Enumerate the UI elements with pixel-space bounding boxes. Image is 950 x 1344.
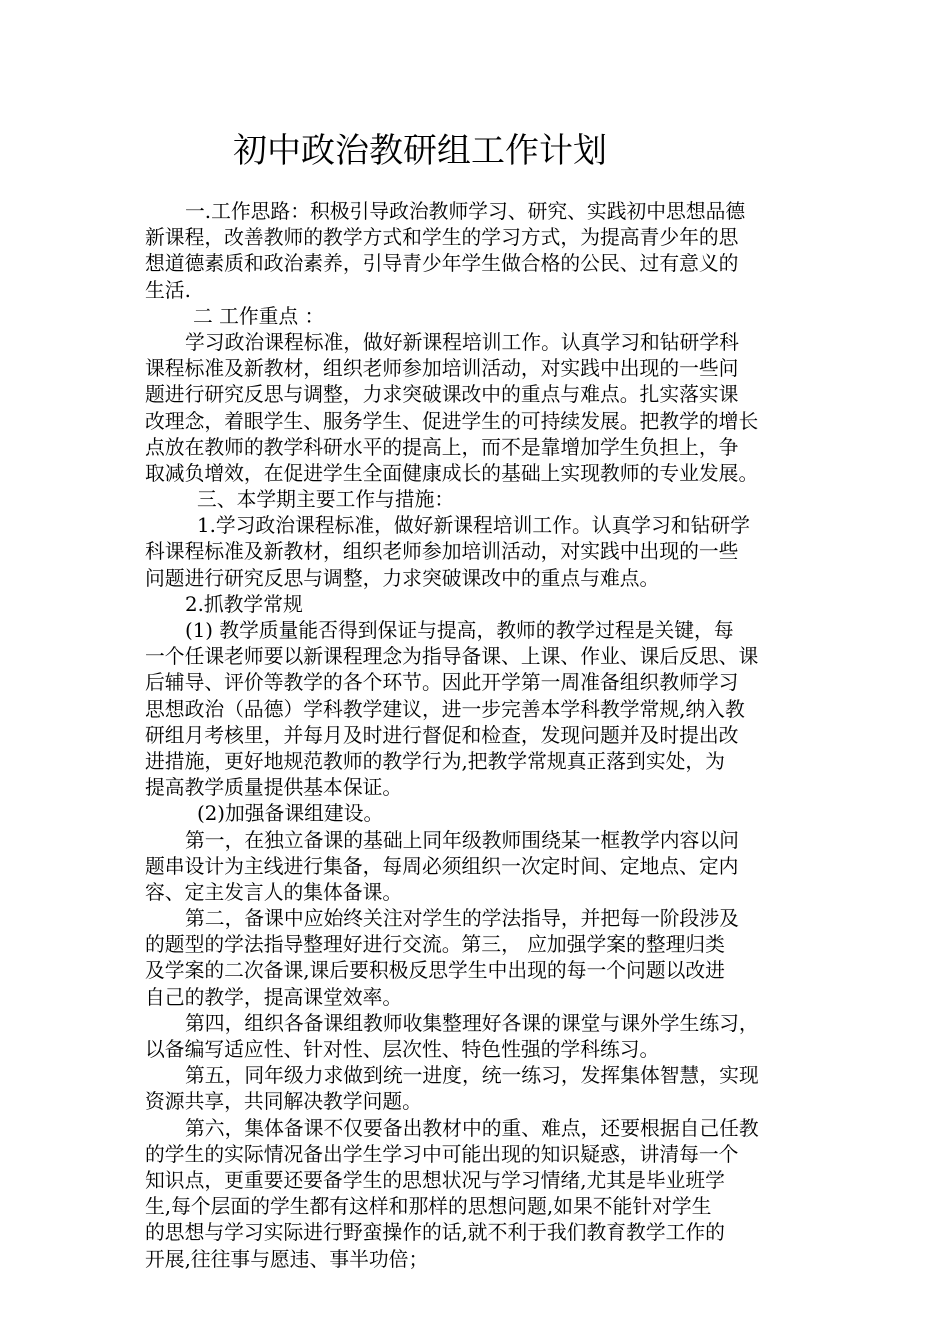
text-line: 及学案的二次备课,课后要积极反思学生中出现的每一个问题以改进	[145, 959, 725, 983]
text-line: 容、定主发言人的集体备课。	[145, 880, 403, 904]
text-line: 后辅导、评价等教学的各个环节。因此开学第一周准备组织教师学习	[145, 671, 739, 695]
text-line: 想道德素质和政治素养，引导青少年学生做合格的公民、过有意义的	[145, 252, 739, 276]
text-line: 问题进行研究反思与调整，力求突破课改中的重点与难点。	[145, 566, 660, 590]
text-line: 知识点，更重要还要备学生的思想状况与学习情绪,尤其是毕业班学	[145, 1168, 725, 1192]
text-line: 改理念，着眼学生、服务学生、促进学生的可持续发展。把教学的增长	[145, 409, 759, 433]
text-line: 题串设计为主线进行集备，每周必须组织一次定时间、定地点、定内	[145, 854, 739, 878]
text-line: 新课程，改善教师的教学方式和学生的学习方式，为提高青少年的思	[145, 226, 739, 250]
text-line: 第四，组织各备课组教师收集整理好各课的课堂与课外学生练习，	[185, 1011, 759, 1035]
text-line: 第一，在独立备课的基础上同年级教师围绕某一框教学内容以问	[185, 828, 739, 852]
document-body	[145, 199, 810, 1273]
section-two-heading: 二 工作重点 ：	[193, 304, 325, 328]
section-three-heading: 三、本学期主要工作与措施：	[197, 488, 455, 512]
text-line: 题进行研究反思与调整，力求突破课改中的重点与难点。扎实落实课	[145, 383, 739, 407]
text-line: 1.学习政治课程标准，做好新课程培训工作。认真学习和钻研学	[197, 514, 750, 538]
text-line: 取减负增效，在促进学生全面健康成长的基础上实现教师的专业发展。	[145, 461, 759, 485]
document-title: 初中政治教研组工作计划	[233, 131, 607, 171]
section-one-heading: 一.工作思路：积极引导政治教师学习、研究、实践初中思想品德	[185, 200, 746, 223]
subsection-heading: 2.抓教学常规	[185, 592, 303, 616]
text-line: 资源共享，共同解决教学问题。	[145, 1090, 422, 1114]
text-line: 生活.	[145, 278, 191, 302]
subsection-heading: (2)加强备课组建设。	[197, 802, 384, 826]
text-line: 的学生的实际情况备出学生学习中可能出现的知识疑惑，讲清每一个	[145, 1142, 739, 1166]
text-line: 的思想与学习实际进行野蛮操作的话,就不利于我们教育教学工作的	[145, 1221, 725, 1245]
text-line: 的题型的学法指导整理好进行交流。第三， 应加强学案的整理归类	[145, 933, 725, 957]
text-line: 点放在教师的教学科研水平的提高上，而不是靠增加学生负担上，争	[145, 435, 739, 459]
text-line: 第六，集体备课不仅要备出教材中的重、难点，还要根据自己任教	[185, 1116, 759, 1140]
text-line: 课程标准及新教材，组织老师参加培训活动，对实践中出现的一些问	[145, 357, 739, 381]
text-line: 以备编写适应性、针对性、层次性、特色性强的学科练习。	[145, 1038, 660, 1061]
text-line: 科课程标准及新教材，组织老师参加培训活动，对实践中出现的一些	[145, 540, 739, 564]
text-line: 生,每个层面的学生都有这样和那样的思想问题,如果不能针对学生	[145, 1195, 712, 1219]
text-line: 开展,往往事与愿违、事半功倍；	[145, 1247, 429, 1271]
text-line: 学习政治课程标准，做好新课程培训工作。认真学习和钻研学科	[185, 330, 739, 354]
text-line: 一个任课老师要以新课程理念为指导备课、上课、作业、课后反思、课	[145, 645, 759, 669]
text-line: 第二，备课中应始终关注对学生的学法指导，并把每一阶段涉及	[185, 907, 739, 931]
text-line: 第五，同年级力求做到统一进度，统一练习，发挥集体智慧，实现	[185, 1064, 759, 1088]
text-line: 提高教学质量提供基本保证。	[145, 776, 403, 800]
text-line: 研组月考核里，并每月及时进行督促和检查，发现问题并及时提出改	[145, 723, 739, 747]
text-line: (1) 教学质量能否得到保证与提高，教师的教学过程是关键，每	[185, 619, 734, 642]
text-line: 进措施，更好地规范教师的教学行为,把教学常规真正落到实处，为	[145, 749, 725, 773]
text-line: 思想政治（品德）学科教学建议，进一步完善本学科教学常规,纳入教	[145, 697, 745, 721]
text-line: 自己的教学，提高课堂效率。	[145, 985, 403, 1009]
